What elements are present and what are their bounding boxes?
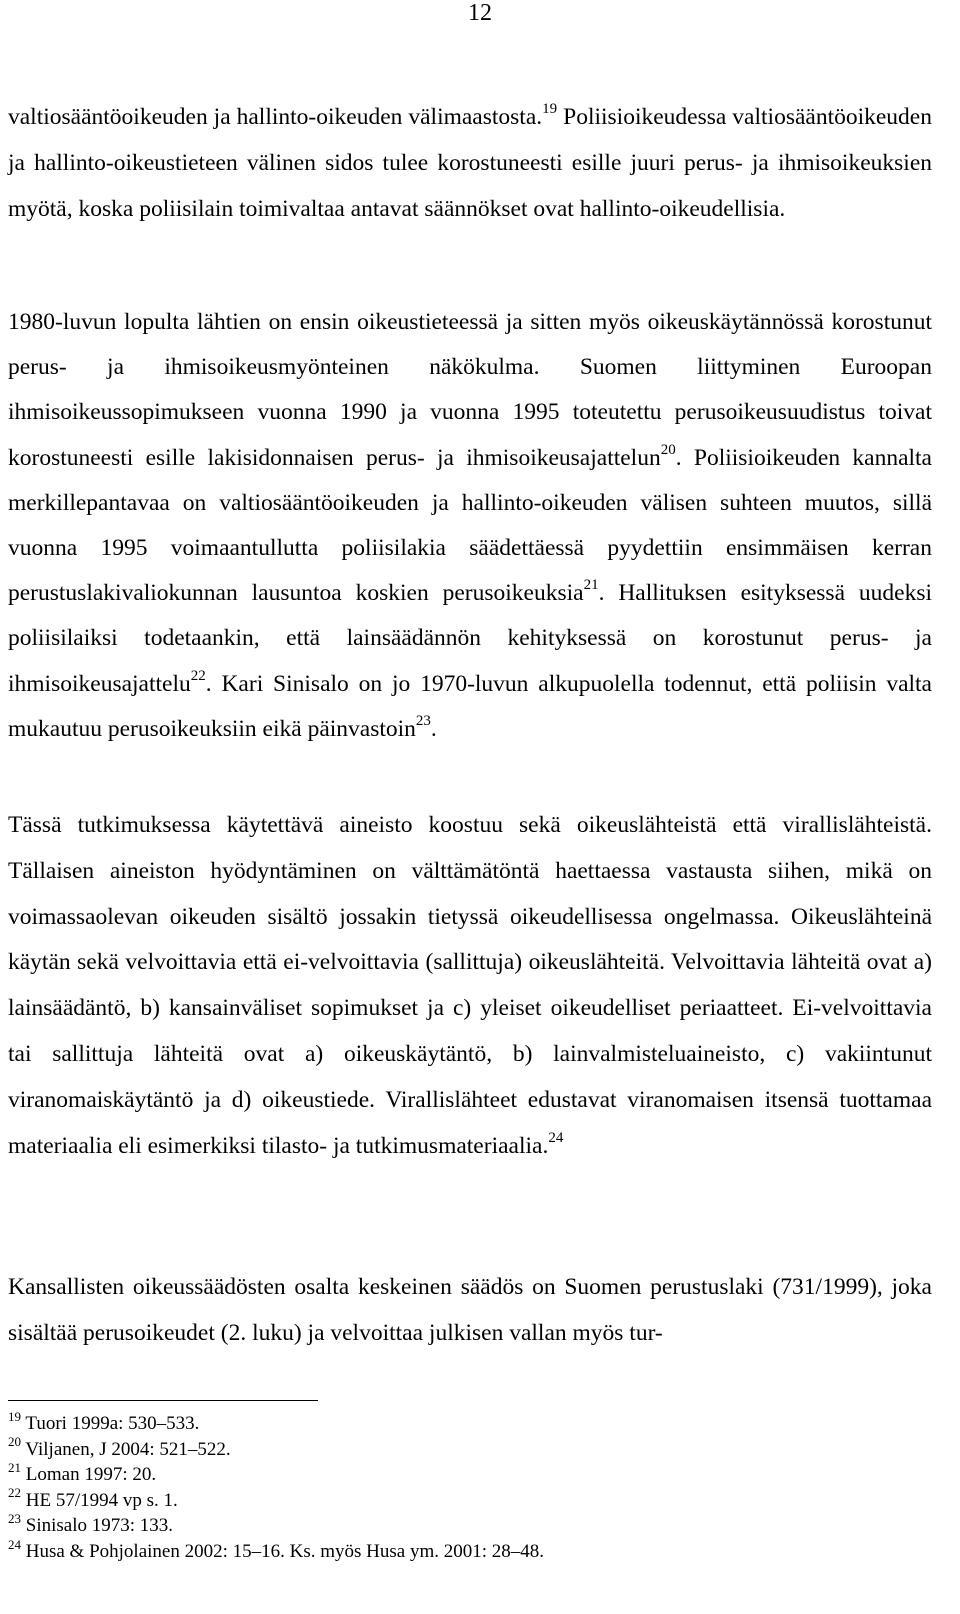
- footnote: [8, 1408, 932, 1437]
- footnote-number: 22: [8, 1485, 21, 1501]
- paragraph-1: [8, 94, 932, 232]
- footnote-separator: [8, 1400, 318, 1401]
- footnote-text: Loman 1997: 20.: [21, 1464, 157, 1486]
- footnote: [8, 1485, 932, 1514]
- footnote-ref: 22: [190, 667, 206, 684]
- footnote-text: Tuori 1999a: 530–533.: [21, 1413, 200, 1434]
- paragraph-4: [8, 1264, 932, 1356]
- paragraph-text: . Hallituksen esityksessä uudeksi poliisilaiksi todetaankin, että lainsäädännön kehityksessä on korostunut perus- ja ihmisoikeusajattelu: [8, 580, 932, 697]
- paragraph-text: 1980-luvun lopulta lähtien on ensin oikeustieteessä ja sitten myös oikeuskäytännössä korostunut perus- ja ihmisoikeusmyönteinen näkökulma. Suomen liittyminen Euroopan ihmisoikeussopimukseen vuonna 1990 ja vuonna 1995 toteutettu perusoikeusuudistus toivat korostuneesti esille lakisidonnaisen perus- ja ihmisoikeusajattelun: [8, 309, 932, 471]
- paragraph-2: [8, 300, 932, 752]
- footnote-number: 20: [8, 1434, 21, 1450]
- footnote-ref: 23: [415, 713, 431, 729]
- footnote-text: HE 57/1994 vp s. 1.: [21, 1489, 178, 1511]
- footnote: [8, 1459, 932, 1488]
- footnote: [8, 1536, 932, 1565]
- footnote-number: 21: [8, 1459, 21, 1475]
- paragraph-text: .: [430, 715, 437, 742]
- paragraph-text: Poliisioikeudessa valtiosääntöoikeuden ja hallinto-oikeustieteen välinen sidos tulee korostuneesti esille juuri perus- ja ihmisoikeuksien myötä, koska poliisilain toimivaltaa antavat säännökset ovat hallinto-oikeudellisia.: [8, 104, 932, 222]
- footnote-text: Husa & Pohjolainen 2002: 15–16. Ks. myös Husa ym. 2001: 28–48.: [21, 1540, 545, 1562]
- footnote-list: [8, 1408, 932, 1565]
- paragraph-text: Tässä tutkimuksessa käytettävä aineisto koostuu sekä oikeuslähteistä että virallislähteistä. Tällaisen aineiston hyödyntäminen on välttämätöntä haettaessa vastausta siihen, mikä on voimassaolevan oikeuden sisältö jossakin tietyssä oikeudellisessa ongelmassa. Oikeuslähteinä käytän sekä velvoittavia että ei-velvoittavia (sallittuja) oikeuslähteitä. Velvoittavia lähteitä ovat a) lainsäädäntö, b) kansainväliset sopimukset ja c) yleiset oikeudelliset periaatteet. Ei-velvoittavia tai sallittuja lähteitä ovat a) oikeuskäytäntö, b) lainvalmisteluaineisto, c) vakiintunut viranomaiskäytäntö ja d) oikeustiede. Virallislähteet edustavat viranomaisen itsensä tuottamaa materiaalia eli esimerkiksi tilasto- ja tutkimusmateriaalia.: [8, 812, 932, 1159]
- paragraph-text: . Kari Sinisalo on jo 1970-luvun alkupuolella todennut, että poliisin valta mukautuu perusoikeuksiin eikä päinvastoin: [8, 670, 932, 742]
- footnote-text: Viljanen, J 2004: 521–522.: [21, 1438, 231, 1460]
- paragraph-3: [8, 803, 932, 1169]
- page-number: 12: [468, 0, 492, 26]
- footnote-ref: 21: [583, 577, 599, 594]
- footnote-text: Sinisalo 1973: 133.: [21, 1515, 174, 1537]
- footnote-number: 23: [8, 1511, 21, 1527]
- paragraph-text: . Poliisioikeuden kannalta merkillepantavaa on valtiosääntöoikeuden ja hallinto-oikeuden välisen suhteen muutos, sillä vuonna 1995 voimaantullutta poliisilakia säädettäessä pyydettiin ensimmäisen kerran perustuslakivaliokunnan lausuntoa koskien perusoikeuksia: [8, 444, 932, 607]
- footnote: [8, 1434, 932, 1463]
- footnote-number: 19: [8, 1408, 21, 1424]
- paragraph-text: valtiosääntöoikeuden ja hallinto-oikeuden välimaastosta.: [8, 104, 543, 130]
- footnote-ref: 20: [660, 441, 676, 458]
- footnote-number: 24: [8, 1536, 21, 1552]
- footnote-ref: 24: [548, 1129, 564, 1146]
- footnote: [8, 1513, 932, 1539]
- paragraph-text: Kansallisten oikeussäädösten osalta keskeinen säädös on Suomen perustuslaki (731/1999), joka sisältää perusoikeudet (2. luku) ja velvoittaa julkisen vallan myös tur-: [8, 1274, 932, 1346]
- footnote-ref: 19: [542, 101, 558, 118]
